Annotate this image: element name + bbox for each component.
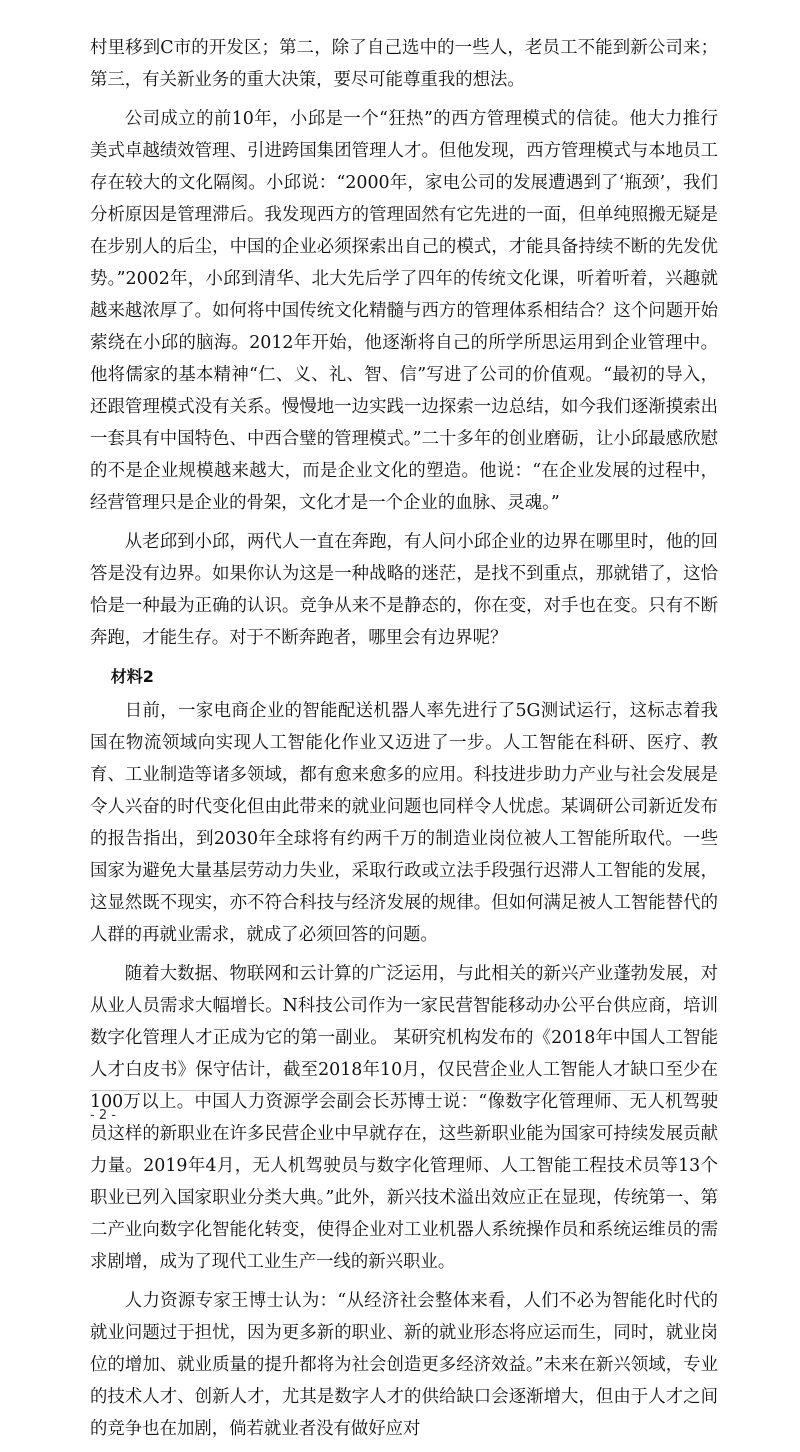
paragraph-no-boundary: 从老邱到小邱，两代人一直在奔跑，有人问小邱企业的边界在哪里时，他的回答是没有边界。如果你认为这是一种战略的迷茫，是找不到重点，那就错了，这恰恰是一种最为正确的认识。竞争从来不是静态的，你在变，对手也在变。只有不断奔跑，才能生存。对于不断奔跑者，哪里会有边界呢？	[90, 532, 718, 648]
page-number: - 2 -	[90, 1108, 116, 1123]
paragraph-new-industries: 随着大数据、物联网和云计算的广泛运用，与此相关的新兴产业蓬勃发展，对从业人员需求大幅增长。N科技公司作为一家民营智能移动办公平台供应商，培训数字化管理人才正成为它的第一副业。 某研究机构发布的《2018年中国人工智能人才白皮书》保守估计，截至2018年10月，仅民营企业人工智能人才缺口至少在100万以上。中国人力资源学会副会长苏博士说：“像数字化管理师、无人机驾驶员这样的新职业在许多民营企业中早就存在，这些新职业能为国家可持续发展贡献力量。2019年4月，无人机驾驶员与数字化管理师、人工智能工程技术员等13个职业已列入国家职业分类大典。”此外，新兴技术溢出效应正在显现，传统第一、第二产业向数字化智能化转变，使得企业对工业机器人系统操作员和系统运维员的需求剧增，成为了现代工业生产一线的新兴职业。	[90, 964, 718, 1272]
material-heading: 材料2	[110, 667, 154, 686]
document-page	[90, 0, 718, 1452]
paragraph-management-model: 公司成立的前10年，小邱是一个“狂热”的西方管理模式的信徒。他大力推行美式卓越绩效管理、引进跨国集团管理人才。但他发现，西方管理模式与本地员工存在较大的文化隔阂。小邱说：“2000年，家电公司的发展遭遇到了‘瓶颈’，我们分析原因是管理滞后。我发现西方的管理固然有它先进的一面，但单纯照搬无疑是在步别人的后尘，中国的企业必须探索出自己的模式，才能具备持续不断的先发优势。”2002年，小邱到清华、北大先后学了四年的传统文化课，听着听着，兴趣就越来越浓厚了。如何将中国传统文化精髓与西方的管理体系相结合？这个问题开始萦绕在小邱的脑海。2012年开始，他逐渐将自己的所学所思运用到企业管理中。他将儒家的基本精神“仁、义、礼、智、信”写进了公司的价值观。“最初的导入，还跟管理模式没有关系。慢慢地一边实践一边探索一边总结，如今我们逐渐摸索出一套具有中国特色、中西合璧的管理模式。”二十多年的创业磨砺，让小邱最感欣慰的不是企业规模越来越大，而是企业文化的塑造。他说：“在企业发展的过程中，经营管理只是企业的骨架，文化才是一个企业的血脉、灵魂。”	[90, 109, 718, 513]
paragraph-continuation: 村里移到C市的开发区；第二，除了自己选中的一些人，老员工不能到新公司来；第三，有关新业务的重大决策，要尽可能尊重我的想法。	[90, 38, 718, 90]
paragraph-expert-opinion: 人力资源专家王博士认为：“从经济社会整体来看，人们不必为智能化时代的就业问题过于担忧，因为更多新的职业、新的就业形态将应运而生，同时，就业岗位的增加、就业质量的提升都将为社会创造更多经济效益。”未来在新兴领域，专业的技术人才、创新人才，尤其是数字人才的供给缺口会逐渐增大，但由于人才之间的竞争也在加剧，倘若就业者没有做好应对	[90, 1291, 718, 1439]
paragraph-ai-employment: 日前，一家电商企业的智能配送机器人率先进行了5G测试运行，这标志着我国在物流领域向实现人工智能化作业又迈进了一步。人工智能在科研、医疗、教育、工业制造等诸多领域，都有愈来愈多的应用。科技进步助力产业与社会发展是令人兴奋的时代变化但由此带来的就业问题也同样令人忧虑。某调研公司新近发布的报告指出，到2030年全球将有约两千万的制造业岗位被人工智能所取代。一些国家为避免大量基层劳动力失业，采取行政或立法手段强行迟滞人工智能的发展，这显然既不现实，亦不符合科技与经济发展的规律。但如何满足被人工智能替代的人群的再就业需求，就成了必须回答的问题。	[90, 701, 718, 945]
footer-divider	[90, 1090, 718, 1091]
